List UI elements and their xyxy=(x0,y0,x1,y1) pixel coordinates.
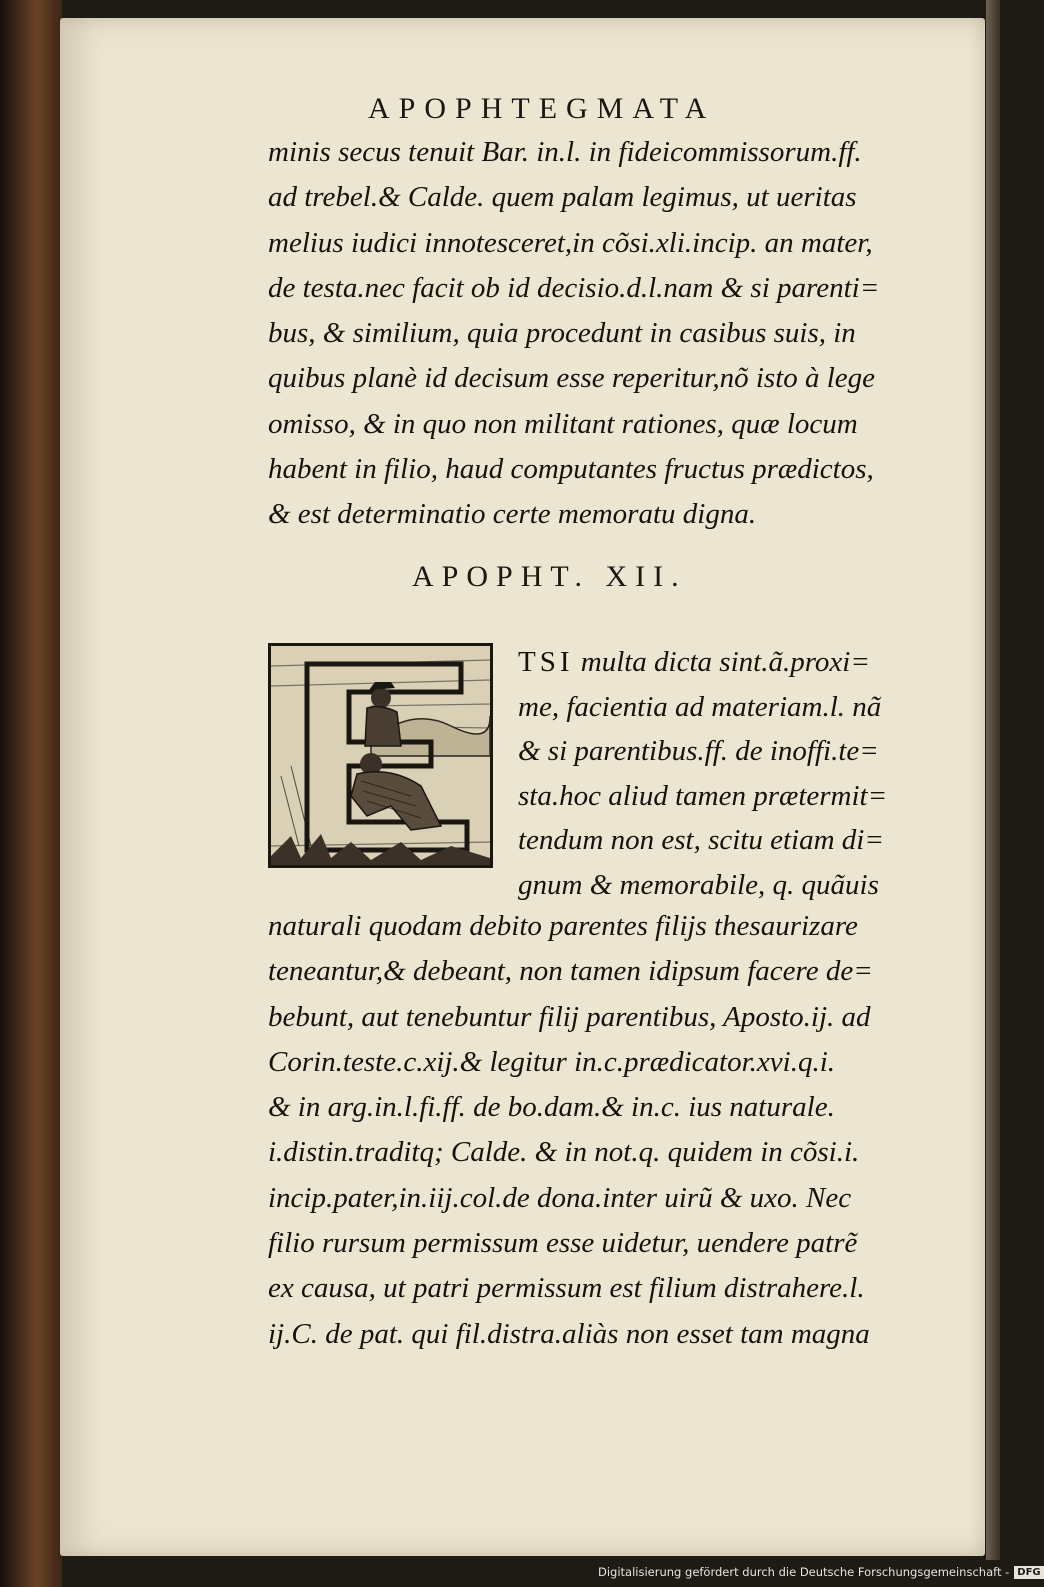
text-line: tendum non est, scitu etiam di= xyxy=(518,824,884,856)
text-line-first xyxy=(518,640,938,685)
digitization-credit xyxy=(598,1561,1041,1583)
text-line: habent in filio, haud computantes fructus prædictos, xyxy=(268,453,874,486)
woodcut-initial-icon xyxy=(268,643,493,868)
dfg-logo-icon: DFG xyxy=(1014,1566,1043,1579)
text-line: naturali quodam debito parentes filijs thesaurizare xyxy=(268,910,858,942)
text-line: filio rursum permissum esse uidetur, uendere patrẽ xyxy=(268,1227,858,1260)
text-line: melius iudici innotesceret,in cõsi.xli.incip. an mater, xyxy=(268,226,873,259)
initial-paragraph xyxy=(518,640,938,907)
initial-first-word: TSI xyxy=(518,646,574,678)
text-line: & si parentibus.ff. de inoffi.te= xyxy=(518,735,879,767)
running-header: APOPHTEGMATA xyxy=(368,92,716,125)
text-line: sta.hoc aliud tamen prætermit= xyxy=(518,779,888,812)
text-line: teneantur,& debeant, non tamen idipsum facere de= xyxy=(268,955,873,988)
text-line: incip.pater,in.iij.col.de dona.inter uirũ & uxo. Nec xyxy=(268,1181,852,1214)
text-line: Corin.teste.c.xij.& legitur in.c.prædicator.xvi.q.i. xyxy=(268,1045,836,1078)
facing-page-edge xyxy=(986,0,1000,1560)
text-line: minis secus tenuit Bar. in.l. in fideicommissorum.ff. xyxy=(268,136,862,168)
text-line: quibus planè id decisum esse reperitur,nõ isto à lege xyxy=(268,362,876,395)
text-line: & est determinatio certe memoratu digna. xyxy=(268,498,757,531)
text-line: de testa.nec facit ob id decisio.d.l.nam & si parenti= xyxy=(268,271,880,304)
woodcut-illustration xyxy=(271,646,490,865)
credit-text: Digitalisierung gefördert durch die Deutsche Forschungsgemeinschaft - xyxy=(598,1565,1010,1579)
text-line: ad trebel.& Calde. quem palam legimus, ut ueritas xyxy=(268,181,857,214)
text-line: ex causa, ut patri permissum est filium distrahere.l. xyxy=(268,1272,865,1305)
text-line: ij.C. de pat. qui fil.distra.aliàs non esset tam magna xyxy=(268,1317,870,1350)
text-line: omisso, & in quo non militant rationes, quæ locum xyxy=(268,407,858,440)
text-line: bebunt, aut tenebuntur filij parentibus, Aposto.ij. ad xyxy=(268,1000,871,1033)
text-line: bus, & similium, quia procedunt in casibus suis, in xyxy=(268,317,856,350)
paragraph-main xyxy=(268,904,938,1357)
paragraph-continued xyxy=(268,130,938,538)
section-heading: APOPHT. XII. xyxy=(412,560,687,593)
text-line: me, facientia ad materiam.l. nã xyxy=(518,690,882,723)
text-line: & in arg.in.l.fi.ff. de bo.dam.& in.c. ius naturale. xyxy=(268,1091,835,1124)
text-line: i.distin.traditq; Calde. & in not.q. quidem in cõsi.i. xyxy=(268,1136,860,1169)
text-line-content: multa dicta sint.ã.proxi= xyxy=(580,646,870,678)
book-spine xyxy=(0,0,62,1587)
text-line: gnum & memorabile, q. quãuis xyxy=(518,868,879,901)
